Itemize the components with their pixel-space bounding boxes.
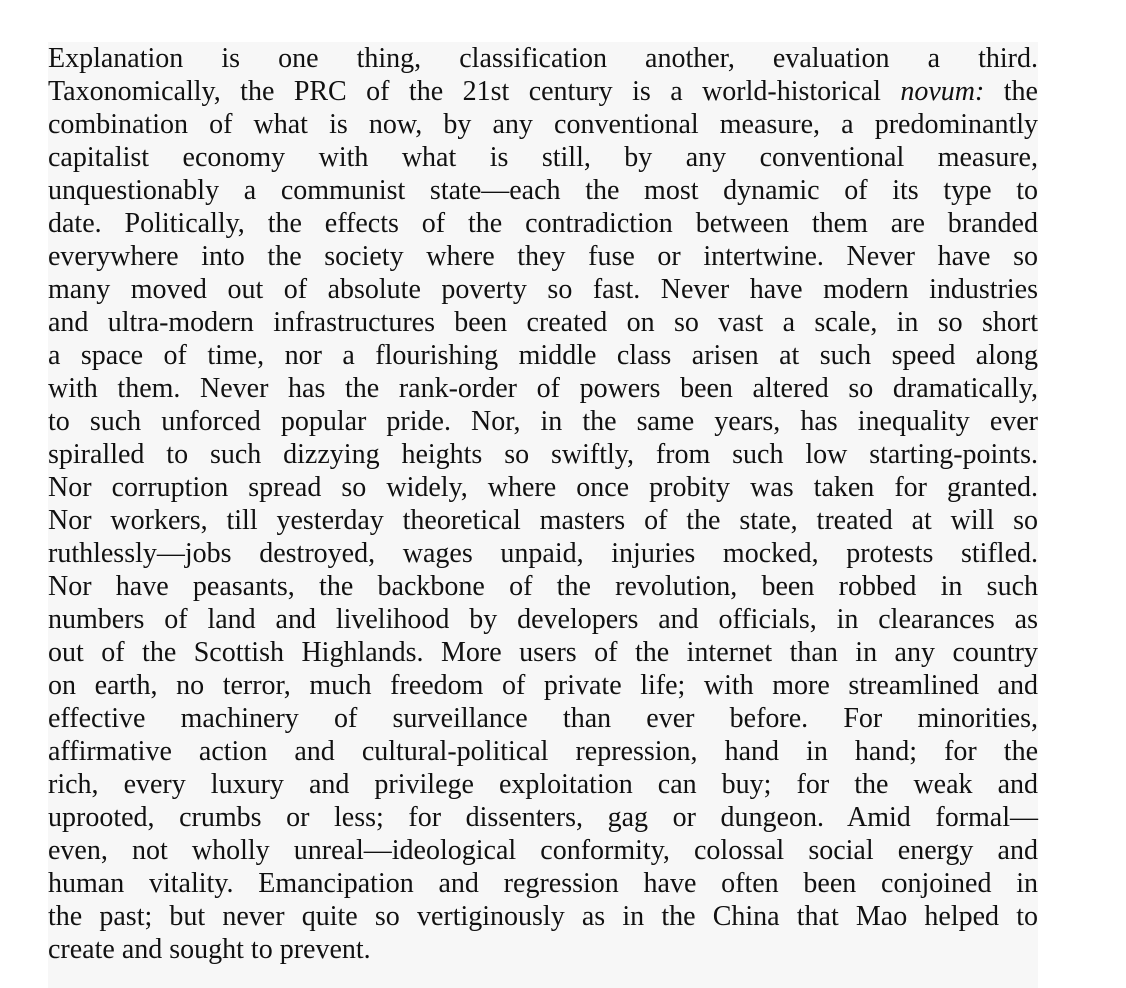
paragraph-line-15: Nor workers, till yesterday theoretical masters of the state, treated at will so xyxy=(48,505,1038,536)
paragraph-line-3: combination of what is now, by any conventional measure, a predominantly xyxy=(48,109,1038,140)
paragraph-line-21: effective machinery of surveillance than ever before. For minorities, xyxy=(48,703,1038,734)
paragraph-line-24: uprooted, crumbs or less; for dissenters, gag or dungeon. Amid formal— xyxy=(48,802,1038,833)
paragraph-line-10: a space of time, nor a flourishing middle class arisen at such speed along xyxy=(48,340,1038,371)
paragraph-line-14: Nor corruption spread so widely, where once probity was taken for granted. xyxy=(48,472,1038,503)
paragraph-line-5: unquestionably a communist state—each the most dynamic of its type to xyxy=(48,175,1038,206)
paragraph-line-4: capitalist economy with what is still, by any conventional measure, xyxy=(48,142,1038,173)
paragraph-line-13: spiralled to such dizzying heights so swiftly, from such low starting-points. xyxy=(48,439,1038,470)
paragraph-line-28: create and sought to prevent. xyxy=(48,934,371,965)
line-2-text-end: the xyxy=(984,76,1038,107)
paragraph-line-22: affirmative action and cultural-political repression, hand in hand; for the xyxy=(48,736,1038,767)
paragraph-line-11: with them. Never has the rank-order of powers been altered so dramatically, xyxy=(48,373,1038,404)
paragraph-line-25: even, not wholly unreal—ideological conformity, colossal social energy and xyxy=(48,835,1038,866)
paragraph-line-2 xyxy=(48,75,1038,108)
paragraph-line-16: ruthlessly—jobs destroyed, wages unpaid, injuries mocked, protests stifled. xyxy=(48,538,1038,569)
paragraph-line-12: to such unforced popular pride. Nor, in the same years, has inequality ever xyxy=(48,406,1038,437)
paragraph-line-27: the past; but never quite so vertiginously as in the China that Mao helped to xyxy=(48,901,1038,932)
paragraph-line-17: Nor have peasants, the backbone of the revolution, been robbed in such xyxy=(48,571,1038,602)
italic-term-novum: novum: xyxy=(900,76,985,107)
paragraph-line-26: human vitality. Emancipation and regression have often been conjoined in xyxy=(48,868,1038,899)
paragraph xyxy=(48,42,1038,988)
line-2-text-start: Taxonomically, the PRC of the 21st century is a world-historical xyxy=(48,76,901,107)
paragraph-line-20: on earth, no terror, much freedom of private life; with more streamlined and xyxy=(48,670,1038,701)
paragraph-line-1: Explanation is one thing, classification another, evaluation a third. xyxy=(48,43,1038,74)
paragraph-line-18: numbers of land and livelihood by developers and officials, in clearances as xyxy=(48,604,1038,635)
paragraph-line-9: and ultra-modern infrastructures been created on so vast a scale, in so short xyxy=(48,307,1038,338)
paragraph-line-8: many moved out of absolute poverty so fast. Never have modern industries xyxy=(48,274,1038,305)
paragraph-line-19: out of the Scottish Highlands. More users of the internet than in any country xyxy=(48,637,1038,668)
paragraph-line-7: everywhere into the society where they fuse or intertwine. Never have so xyxy=(48,241,1038,272)
paragraph-line-23: rich, every luxury and privilege exploitation can buy; for the weak and xyxy=(48,769,1038,800)
paragraph-line-6: date. Politically, the effects of the contradiction between them are branded xyxy=(48,208,1038,239)
